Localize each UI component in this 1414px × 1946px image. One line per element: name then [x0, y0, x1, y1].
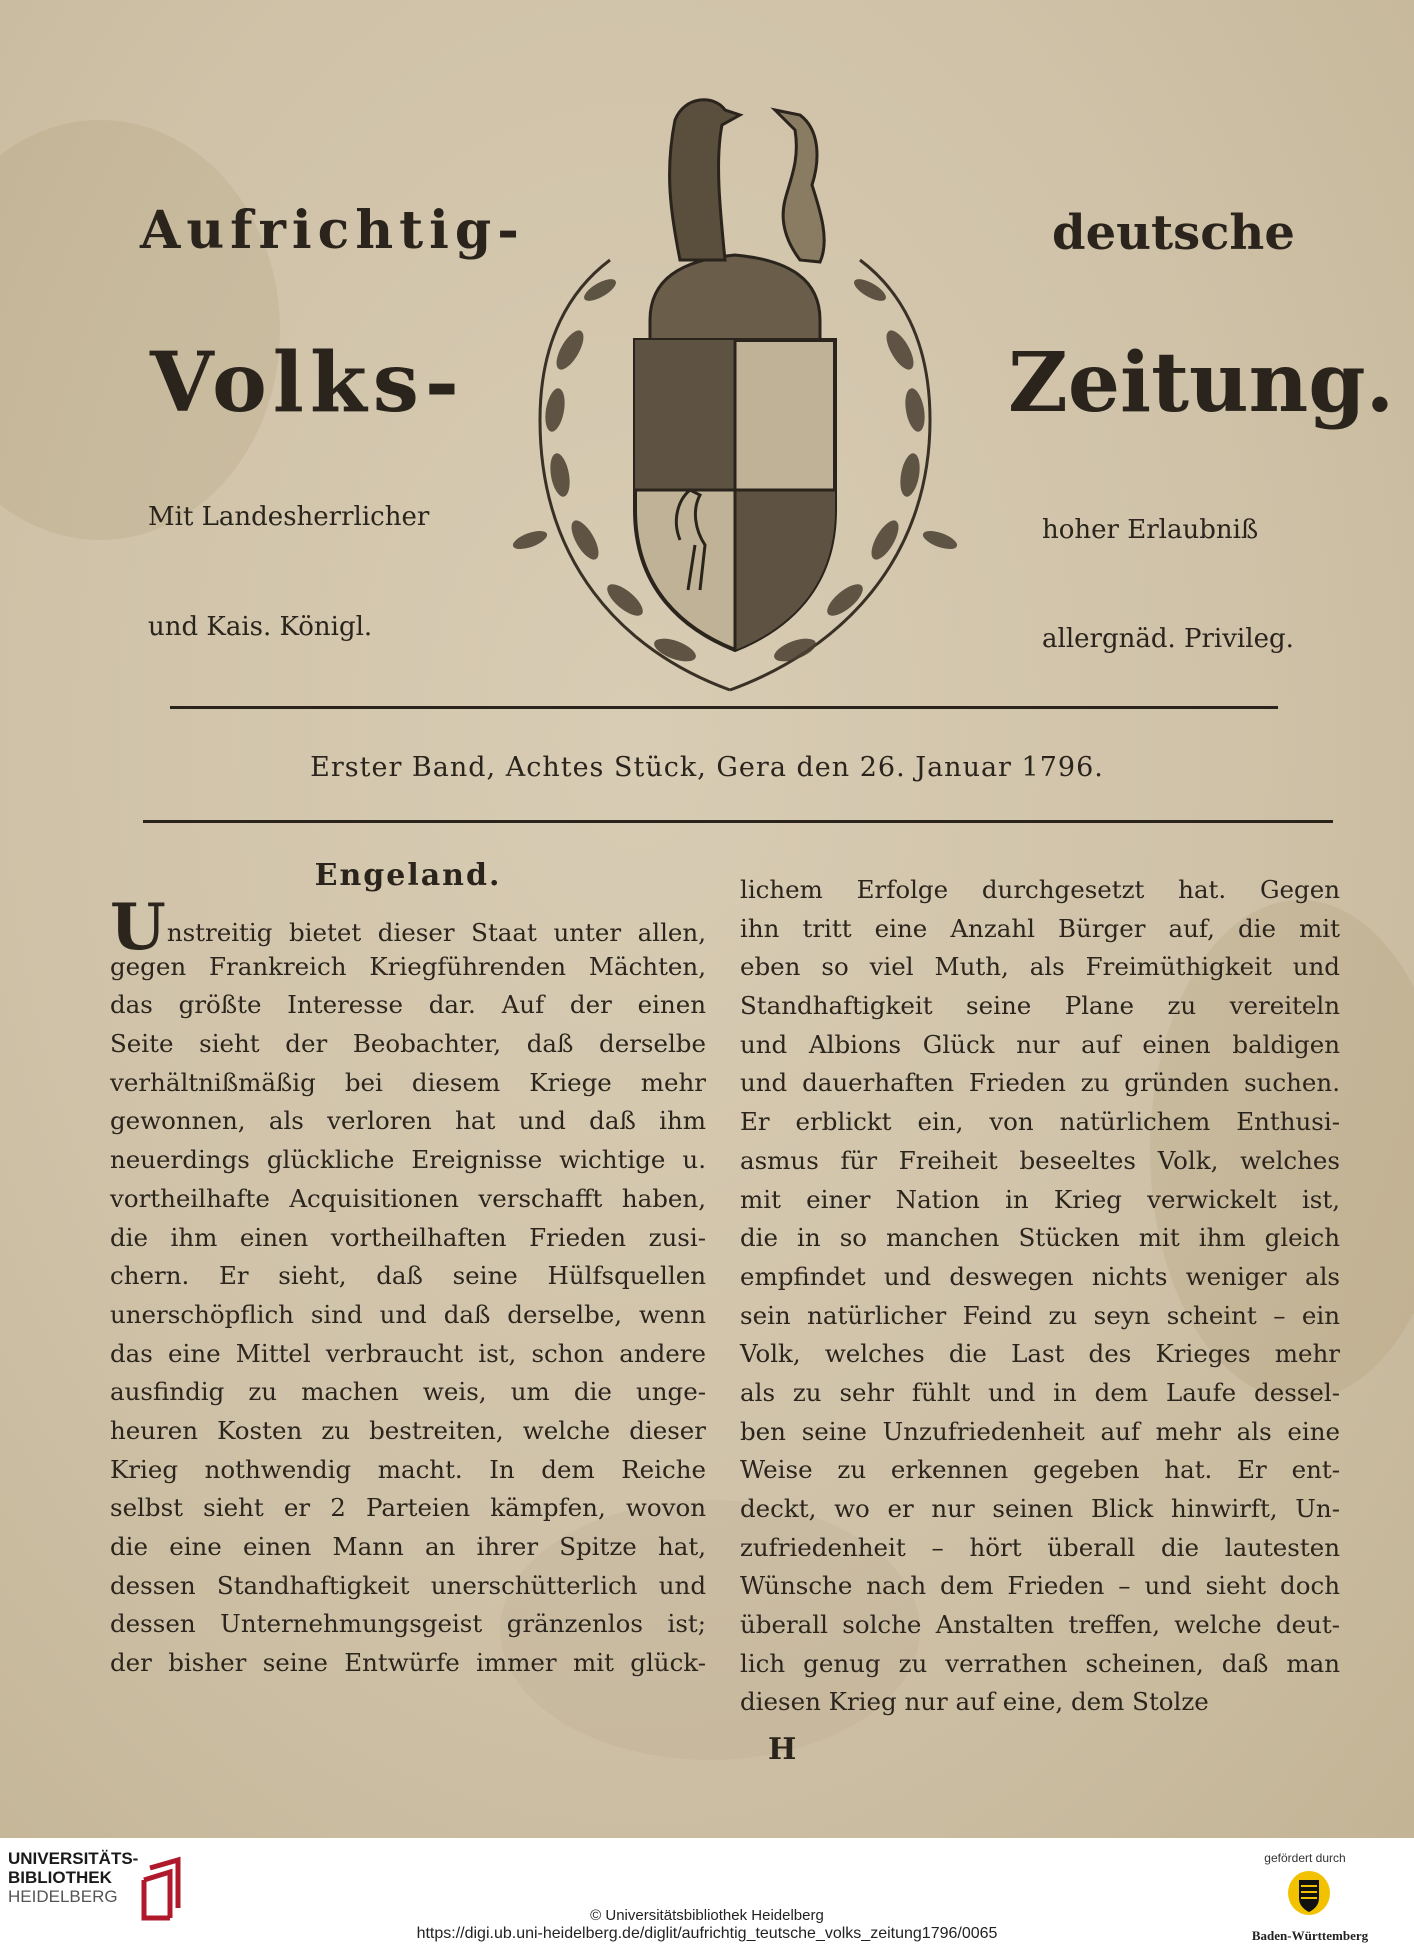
article-line: Weise zu erkennen gegeben hat. Er ent- [740, 1455, 1340, 1485]
article-line: gegen Frankreich Kriegführenden Mächten, [110, 951, 706, 981]
article-line: der bisher seine Entwürfe immer mit glück- [110, 1648, 706, 1678]
article-first-line [110, 890, 706, 965]
article-line: eben so viel Muth, als Freimüthigkeit und [740, 952, 1340, 982]
article-line: sein natürlicher Feind zu seyn scheint – ein [740, 1300, 1340, 1330]
sponsor-name: Baden-Württemberg [1251, 1928, 1369, 1943]
privilege-left-line2: und Kais. Königl. [148, 612, 373, 642]
state-coat-of-arms-icon [1287, 1870, 1331, 1916]
masthead-word-volks: Volks- [150, 335, 465, 431]
article-line: Volk, welches die Last des Krieges mehr [740, 1339, 1340, 1369]
paper-stain [0, 120, 280, 540]
article-line: ben seine Unzufriedenheit auf mehr als eine [740, 1416, 1340, 1446]
article-line: dessen Standhaftigkeit unerschütterlich und [110, 1570, 706, 1600]
masthead-rule [170, 706, 1278, 709]
first-line-text: nstreitig bietet dieser Staat unter allen, [166, 918, 706, 947]
article-line: heuren Kosten zu bestreiten, welche dieser [110, 1415, 706, 1445]
article-line: gewonnen, als verloren hat und daß ihm [110, 1106, 706, 1136]
article-line: lichem Erfolge durchgesetzt hat. Gegen [740, 875, 1340, 904]
article-line: die ihm einen vortheilhaften Frieden zusi- [110, 1222, 706, 1252]
article-line: Standhaftigkeit seine Plane zu vereiteln [740, 991, 1340, 1021]
article-line: chern. Er sieht, daß seine Hülfsquellen [110, 1261, 706, 1291]
permalink-url[interactable]: https://digi.ub.uni-heidelberg.de/diglit/aufrichtig_teutsche_volks_zeitung1796/0065 [416, 1925, 998, 1942]
article-line: neuerdings glückliche Ereignisse wichtige u. [110, 1145, 706, 1175]
article-line: Wünsche nach dem Frieden – und sieht doch [740, 1571, 1340, 1601]
article-column-right [740, 871, 1340, 1722]
privilege-right-line1: hoher Erlaubniß [1042, 515, 1259, 545]
article-line: ihn tritt eine Anzahl Bürger auf, die mit [740, 913, 1340, 943]
masthead-word-deutsche: deutsche [1052, 205, 1295, 261]
article-line: verhältnißmäßig bei diesem Kriege mehr [110, 1067, 706, 1097]
printer-signature-mark: H [768, 1732, 797, 1767]
article-line: das größte Interesse dar. Auf der einen [110, 990, 706, 1020]
article-line: lich genug zu verrathen scheinen, daß man [740, 1648, 1340, 1678]
article-line: mit einer Nation in Krieg verwickelt ist, [740, 1184, 1340, 1214]
article-line: Er erblickt ein, von natürlichem Enthusi- [740, 1107, 1340, 1137]
coat-of-arms-woodcut [500, 90, 970, 710]
issue-dateline: Erster Band, Achtes Stück, Gera den 26. Januar 1796. [310, 752, 1104, 783]
article-line: die eine einen Mann an ihrer Spitze hat, [110, 1532, 706, 1561]
article-line: als zu sehr fühlt und in dem Laufe dessel- [740, 1377, 1340, 1407]
library-name-line3: HEIDELBERG [8, 1887, 118, 1906]
article-line: zufriedenheit – hört überall die lautesten [740, 1532, 1340, 1562]
article-line: asmus für Freiheit beseeltes Volk, welches [740, 1145, 1340, 1175]
article-line: selbst sieht er 2 Parteien kämpfen, wovon [110, 1493, 706, 1523]
sponsor-label: gefördert durch [1264, 1851, 1346, 1865]
article-line: Seite sieht der Beobachter, daß derselbe [110, 1029, 706, 1059]
article-line: und Albions Glück nur auf einen baldigen [740, 1029, 1340, 1059]
article-line: deckt, wo er nur seinen Blick hinwirft, Un- [740, 1494, 1340, 1523]
dateline-rule [143, 820, 1333, 823]
masthead-word-zeitung: Zeitung. [1008, 335, 1395, 431]
article-line: ausfindig zu machen weis, um die unge- [110, 1377, 706, 1407]
article-line: überall solche Anstalten treffen, welche deut- [740, 1610, 1340, 1640]
article-line: vortheilhafte Acquisitionen verschafft haben, [110, 1183, 706, 1213]
article-line: Krieg nothwendig macht. In dem Reiche [110, 1454, 706, 1484]
article-line: und dauerhaften Frieden zu gründen suchen. [740, 1068, 1340, 1098]
article-line: die in so manchen Stücken mit ihm gleich [740, 1223, 1340, 1253]
article-line: dessen Unternehmungsgeist gränzenlos ist; [110, 1609, 706, 1639]
library-name-line2: BIBLIOTHEK [8, 1868, 112, 1887]
article-column-left [110, 890, 706, 1683]
article-title: Engeland. [314, 858, 502, 893]
article-line: unerschöpflich sind und daß derselbe, wenn [110, 1299, 706, 1329]
article-line: empfindet und deswegen nichts weniger als [740, 1261, 1340, 1291]
privilege-right-line2: allergnäd. Privileg. [1042, 624, 1294, 654]
article-line: diesen Krieg nur auf eine, dem Stolze [740, 1687, 1209, 1717]
article-line: das eine Mittel verbraucht ist, schon andere [110, 1338, 706, 1368]
copyright-notice: © Universitätsbibliothek Heidelberg [590, 1907, 824, 1924]
library-name[interactable] [8, 1849, 138, 1906]
masthead-word-aufrichtig: Aufrichtig- [140, 200, 525, 261]
library-name-line1: UNIVERSITÄTS- [8, 1849, 139, 1868]
privilege-left-line1: Mit Landesherrlicher [148, 502, 430, 532]
drop-initial: U [110, 890, 166, 965]
